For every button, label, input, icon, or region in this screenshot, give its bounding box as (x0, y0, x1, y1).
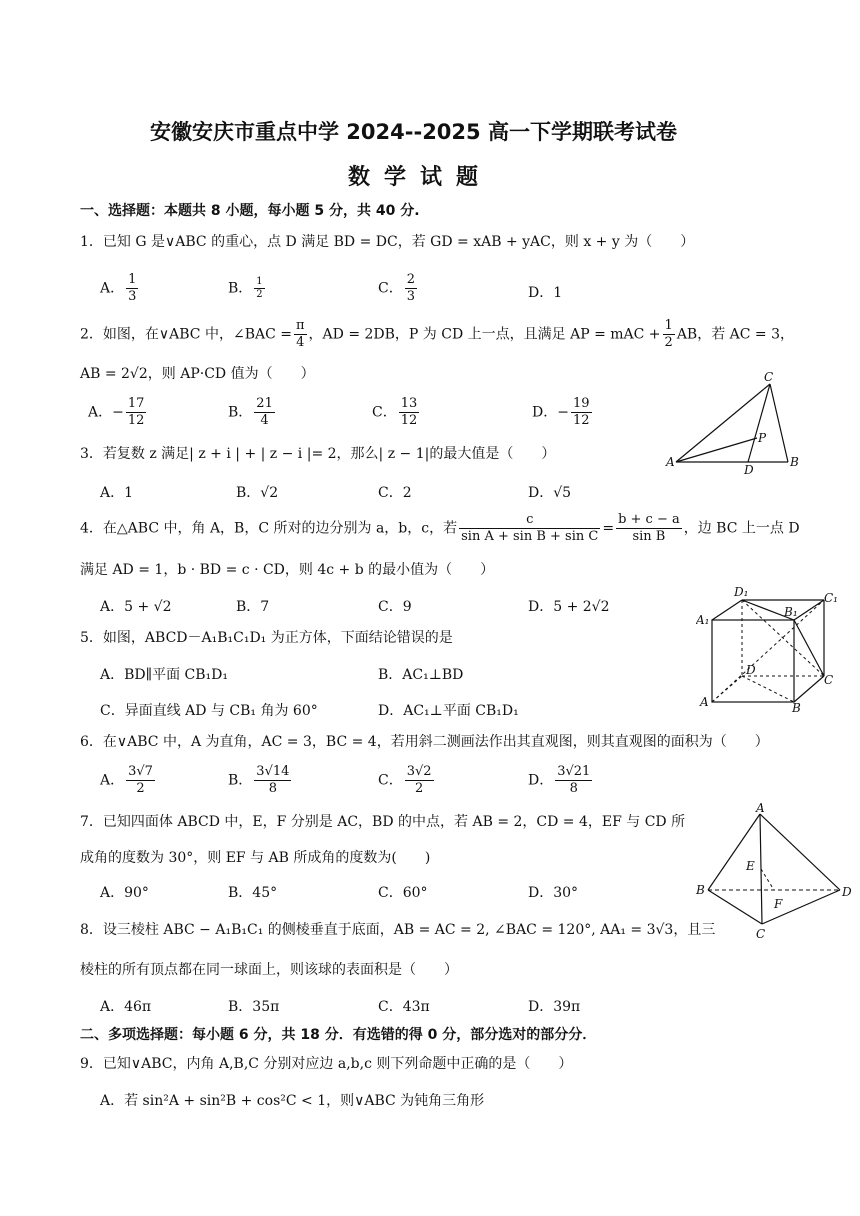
q5-label-A1: A₁ (696, 613, 710, 627)
q8-option-c: C．43π (378, 999, 430, 1015)
q7-option-a: A．90° (100, 885, 149, 901)
q4-option-b: B．7 (236, 599, 270, 615)
q1-option-d: D．1 (528, 285, 563, 301)
q7-tetrahedron-figure (694, 800, 854, 940)
q4-option-d: D．5 + 2√2 (528, 599, 610, 615)
question-7-line-2: 成角的度数为 30°，则 EF 与 AB 所成角的度数为( ) (80, 850, 431, 866)
page-subtitle: 数学试题 (348, 165, 493, 190)
q5-label-D1: D₁ (734, 585, 749, 599)
q2-option-c: C． $\frac{13}{12}$ (372, 396, 418, 428)
q7-label-F: F (774, 897, 783, 911)
question-8-line-2: 棱柱的所有顶点都在同一球面上，则该球的表面积是（ ） (80, 962, 458, 978)
question-8-line-1: 8．设三棱柱 ABC − A₁B₁C₁ 的侧棱垂直于底面，AB = AC = 2, ∠BAC = 120°, AA₁ = 3√3，且三 (80, 922, 716, 938)
q7-option-c: C．60° (378, 885, 428, 901)
q5-label-A: A (700, 695, 709, 709)
q2-label-P: P (758, 431, 767, 445)
question-4-line-2: 满足 AD = 1，b · BD = c · CD，则 4c + b 的最小值为（ ） (80, 562, 495, 578)
q6-option-b: B． $\frac{3√14}{8}$ (228, 764, 290, 796)
q5-label-B: B (792, 701, 801, 714)
q5-option-d: D．AC₁⊥平面 CB₁D₁ (378, 703, 519, 719)
q2-option-d: D．− $\frac{19}{12}$ (532, 396, 590, 428)
q7-label-E: E (746, 859, 755, 873)
q6-option-a: A． $\frac{3√7}{2}$ (100, 764, 153, 796)
q1-text-a: 1．已知 G 是 (80, 234, 165, 250)
q3-option-d: D．√5 (528, 485, 572, 501)
section-heading-2: 二、多项选择题：每小题 6 分，共 18 分．有选错的得 0 分，部分选对的部分分． (80, 1027, 597, 1043)
q3-option-c: C．2 (378, 485, 412, 501)
q2-option-a: A．− $\frac{17}{12}$ (88, 396, 145, 428)
question-9-stem: 9．已知∨ABC，内角 A,B,C 分别对应边 a,b,c 则下列命题中正确的是（ ） (80, 1056, 573, 1072)
q5-label-D: D (746, 663, 756, 677)
question-3-stem: 3．若复数 z 满足| z + i | + | z − i |= 2，那么| z − 1|的最大值是（ ） (80, 446, 556, 462)
q5-label-B1: B₁ (784, 605, 798, 619)
section-heading-1: 一、选择题：本题共 8 小题，每小题 5 分，共 40 分. (80, 203, 420, 219)
q2-label-C: C (764, 370, 774, 384)
q7-label-D: D (842, 885, 852, 899)
q6-option-c: C． $\frac{3√2}{2}$ (378, 764, 432, 796)
q3-option-b: B．√2 (236, 485, 279, 501)
q7-option-d: D．30° (528, 885, 579, 901)
q5-option-a: A．BD∥平面 CB₁D₁ (100, 667, 228, 683)
q2-label-A: A (666, 455, 675, 469)
q1-option-a: A． $\frac{1}{3}$ (100, 272, 137, 304)
question-4-line-1: 4．在△ABC 中，角 A，B，C 所对的边分别为 a，b，c，若 $\frac{c}{\text{sin A + sin B + sin C}}$ = $\frac{b + c - a}{\text{sin B}}$ ，边 BC 上一点 D (80, 512, 800, 544)
question-6-stem: 6．在∨ABC 中，A 为直角，AC = 3，BC = 4，若用斜二测画法作出其直观图，则其直观图的面积为（ ） (80, 734, 769, 750)
question-2-line-2: AB = 2√2，则 AP·CD 值为（ ） (80, 366, 315, 382)
q8-option-a: A．46π (100, 999, 152, 1015)
q2-triangle-figure (664, 370, 814, 480)
q1-text-b: ∨ABC 的重心，点 D 满足 BD = DC，若 GD = xAB + yAC，则 x + y 为（ ） (165, 234, 695, 250)
q7-label-B: B (696, 883, 705, 897)
q7-option-b: B．45° (228, 885, 278, 901)
q2-label-B: B (790, 455, 799, 469)
q8-option-b: B．35π (228, 999, 280, 1015)
q4-option-c: C．9 (378, 599, 412, 615)
q3-option-a: A．1 (100, 485, 134, 501)
q5-option-c: C．异面直线 AD 与 CB₁ 角为 60° (100, 703, 318, 719)
q5-option-b: B．AC₁⊥BD (378, 667, 464, 683)
q1-option-c: C． $\frac{2}{3}$ (378, 272, 415, 304)
q1-option-b: B． $\frac{1}{2}$ (228, 276, 263, 300)
q8-option-d: D．39π (528, 999, 581, 1015)
question-1-stem (80, 232, 694, 252)
question-2-line-1: 2．如图，在∨ABC 中，∠BAC = $\frac{\pi}{4}$ ，AD = 2DB，P 为 CD 上一点，且满足 AP = mAC + $\frac{1}{2}$ AB，若 AC = 3， (80, 318, 795, 350)
q9-option-a: A．若 sin²A + sin²B + cos²C < 1，则∨ABC 为钝角三角形 (100, 1093, 485, 1109)
q7-label-A: A (756, 801, 765, 815)
q5-label-C1: C₁ (824, 591, 838, 605)
q5-label-C: C (824, 673, 834, 687)
question-5-stem: 5．如图，ABCD－A₁B₁C₁D₁ 为正方体，下面结论错误的是 (80, 630, 453, 646)
question-7-line-1: 7．已知四面体 ABCD 中，E，F 分别是 AC，BD 的中点，若 AB = 2，CD = 4，EF 与 CD 所 (80, 814, 686, 830)
q4-option-a: A．5 + √2 (100, 599, 172, 615)
q7-label-C: C (756, 927, 766, 940)
q5-cube-figure (696, 584, 846, 714)
q2-option-b: B． $\frac{21}{4}$ (228, 396, 273, 428)
q6-option-d: D． $\frac{3√21}{8}$ (528, 764, 591, 796)
q2-label-D: D (744, 463, 754, 477)
page-title: 安徽安庆市重点中学 2024--2025 高一下学期联考试卷 (150, 120, 677, 144)
